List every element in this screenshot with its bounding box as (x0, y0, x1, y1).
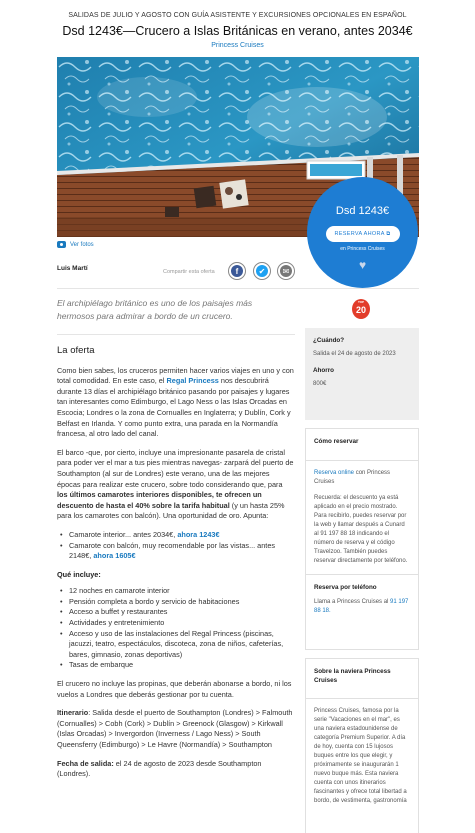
about-box (305, 658, 419, 833)
cabin-text: Camarote con balcón, muy recomendable por las vistas... antes 2148€, (69, 540, 276, 561)
price-badge (307, 177, 418, 288)
list-item: • Tasas de embarque (57, 660, 295, 671)
badge-top-label: TOP (357, 300, 365, 304)
book-online-tail: con Princess Cruises (314, 470, 391, 485)
external-link-icon: ⧉ (386, 231, 391, 237)
phone-line (314, 598, 410, 616)
email-icon: ✉ (280, 265, 292, 277)
book-online (314, 469, 410, 487)
phone-number-link[interactable]: 91 197 88 18. (314, 599, 409, 614)
divider (57, 334, 295, 335)
saving-text: 800€ (313, 381, 327, 387)
list-item: • Pensión completa a bordo y servicio de habitaciones (57, 597, 295, 608)
list-item: • Acceso a buffet y restaurantes (57, 607, 295, 618)
list-item (57, 541, 295, 562)
cabin-price-link[interactable]: ahora 1605€ (93, 551, 136, 561)
facebook-icon: f (231, 265, 243, 277)
book-now-label: RESERVA AHORA (334, 231, 385, 237)
facebook-share-button[interactable] (228, 262, 246, 280)
cabin-price-link[interactable]: ahora 1243€ (177, 529, 220, 539)
provider-link[interactable]: Princess Cruises (211, 42, 264, 49)
cabin-text: Camarote interior... antes 2034€, (69, 529, 178, 539)
badge-provider: en Princess Cruises (340, 246, 385, 252)
list-item: • Acceso y uso de las instalaciones del Regal Princess (piscinas, jacuzzi, teatro, espectáculos, discoteca, zona de niños, cafeterías, bares, gimnasio, zonas deportivas) (57, 629, 295, 661)
paragraph (57, 366, 295, 440)
book-note: Recuerda: el descuento ya está aplicado en el precio mostrado. Para recibirlo, puedes reservar por la web y llamar después a Cunard al 91 197 88 18 indicando el número de reserva y el código Travelzoo. También puedes reservar directamente por teléfono. (314, 495, 408, 564)
divider (57, 288, 419, 289)
booking-box (305, 428, 419, 650)
text: nos descubrirá durante 13 días el archipiélago británico pasando por paisajes y lugares tan interesantes como Edimburgo, el Lago Ness o las Islas Orcadas en Escocia; Londres o la zona de Cornualles en Inglaterra; y Dublín, Cork y Belfast en Irlanda. Y como punto extra, una parada en la Normandía francesa, al otro lado del canal. (57, 376, 291, 439)
not-included-text: El crucero no incluye las propinas, que deberán abonarse a bordo, ni los vuelos a Londres que deberás gestionar por tu cuenta. (57, 679, 292, 699)
page-title: Dsd 1243€—Crucero a Islas Británicas en verano, antes 2034€ (62, 24, 413, 38)
list-item (57, 530, 295, 541)
list-item: • 12 noches en camarote interior (57, 586, 295, 597)
deal-kicker: SALIDAS DE JULIO Y AGOSTO CON GUÍA ASISTENTE Y EXCURSIONES OPCIONALES EN ESPAÑOL (68, 12, 407, 19)
includes-list (57, 586, 295, 671)
share-label: Compartir esta oferta (163, 269, 215, 275)
section-heading: La oferta (57, 345, 95, 356)
top20-badge (352, 299, 370, 319)
email-share-button[interactable] (277, 262, 295, 280)
badge-price: Dsd 1243€ (335, 205, 390, 217)
discount-highlight: los últimos camarotes interiores disponibles, te ofrecen un descuento de hasta el 40% sobre la tarifa habitual (57, 490, 262, 510)
favorite-heart-icon[interactable]: ♥ (358, 258, 367, 272)
date-text: el 24 de agosto de 2023 desde Southampton (Londres). (57, 758, 262, 779)
saving-title: Ahorro (313, 367, 334, 374)
camera-icon (57, 241, 66, 248)
book-online-link[interactable]: Reserva online (314, 470, 355, 476)
twitter-icon: ✔ (256, 265, 268, 277)
view-photos-label: Ver fotos (70, 241, 94, 248)
book-title: Cómo reservar (314, 438, 359, 445)
phone-text: Llama a Princess Cruises al (314, 599, 391, 605)
when-box (305, 328, 419, 420)
twitter-share-button[interactable] (253, 262, 271, 280)
author-name: Luis Martí (57, 265, 88, 272)
date-label: Fecha de salida: (57, 758, 114, 768)
badge-number: 20 (355, 305, 366, 315)
list-item: • Actividades y entretenimiento (57, 618, 295, 629)
itinerary-text: : Salida desde el puerto de Southampton (Londres) > Falmouth (Cornualles) > Cobh (Cork) > Dublín > Greenock (Glasgow) > Kirkwall (Islas Orcadas) > Invergordon (Inverness / Lago Ness) > South Queensferry (Edimburgo) > Le Havre (Normandía) > Southampton (57, 708, 293, 749)
itinerary-label: Itinerario (57, 708, 89, 718)
lead-text: El archipiélago británico es uno de los paisajes más hermosos para admirar a bordo de un crucero. (57, 298, 253, 321)
book-now-button[interactable] (326, 226, 400, 242)
paragraph (57, 448, 295, 522)
about-title: Sobre la naviera Princess Cruises (314, 668, 391, 684)
when-text: Salida el 24 de agosto de 2023 (313, 351, 396, 357)
regal-princess-link[interactable]: Regal Princess (166, 376, 219, 386)
cabin-price-list (57, 530, 295, 562)
includes-heading: Qué incluye: (57, 569, 101, 579)
phone-title: Reserva por teléfono (314, 584, 377, 591)
text: (y un hasta 25% para los camarotes con balcón). Una oportunidad de oro. Apunta: (57, 500, 285, 521)
text: El barco -que, por cierto, incluye una impresionante pasarela de cristal para poder ver el mar a tus pies mientras navegas- zarpará del puerto de Southampton (al sur de Londres) este verano, una de las mejores épocas para realizar este crucero, sobre todo considerando que, para (57, 447, 294, 489)
when-title: ¿Cuándo? (313, 337, 345, 344)
text: Como bien sabes, los cruceros permiten hacer varios viajes en uno y con total comodidad. En este caso, el (57, 365, 294, 386)
header (0, 0, 475, 49)
about-text: Princess Cruises, famosa por la serie "Vacaciones en el mar", es una naviera estadounidense de categoría Premium Superior. A día de hoy, cuenta con 15 lujosos buques entre los que elegir, y próximamente se inaugurarán 1 nuevo buque más. Esta naviera cuenta con unos itinerarios fascinantes y ofrece total libertad a bordo, de vestimenta, gastronomía (314, 708, 407, 804)
departure-date (57, 759, 295, 780)
itinerary (57, 708, 295, 750)
article-body (57, 346, 295, 788)
view-photos-link[interactable] (57, 241, 94, 248)
